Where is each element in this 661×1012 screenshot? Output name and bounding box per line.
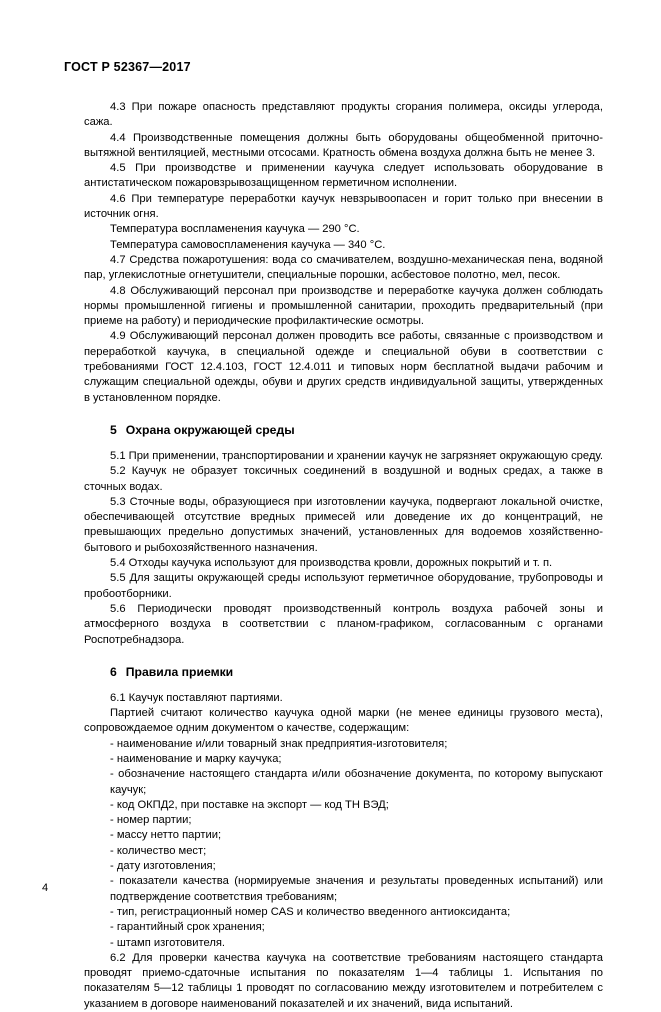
document-standard-header: ГОСТ Р 52367—2017	[64, 60, 191, 74]
paragraph: 4.6 При температуре переработки каучук невзрывоопасен и горит только при внесении в источник огня.	[84, 192, 603, 221]
list-item: - тип, регистрационный номер CAS и количество введенного антиоксиданта;	[110, 905, 511, 918]
list-item: - дату изготовления;	[110, 860, 216, 873]
paragraph: 4.9 Обслуживающий персонал должен проводить все работы, связанные с производством и переработкой каучука, в специальной одежде и специальной обуви в соответствии с требованиями ГОСТ 12.4.103, ГОСТ 12.4.011 и типовых норм бесплатной выдачи рабочим и служащим специальной одежды, обуви и других средств индивидуальной защиты, утвержденных в установленном порядке.	[84, 330, 603, 404]
list-item: - код ОКПД2, при поставке на экспорт — код ТН ВЭД;	[110, 798, 389, 811]
list-item: - показатели качества (нормируемые значения и результаты проведенных испытаний) или подтверждение соответствия требованиям;	[110, 875, 603, 903]
section-number: 5	[110, 422, 117, 437]
section-title: Охрана окружающей среды	[125, 422, 295, 437]
paragraph: 5.1 При применении, транспортировании и хранении каучук не загрязняет окружающую среду.	[110, 449, 603, 462]
page-number: 4	[42, 882, 49, 894]
paragraph: 4.5 При производстве и применении каучука следует использовать оборудование в антистатическом пожаровзрывозащищенном герметичном исполнении.	[84, 162, 603, 190]
list-item: - количество мест;	[110, 844, 207, 857]
list-item: - штамп изготовителя.	[110, 936, 226, 949]
paragraph: 4.8 Обслуживающий персонал при производстве и переработке каучука должен соблюдать нормы промышленной гигиены и промышленной санитарии, проходить предварительный (при приеме на работу) и периодические профилактические осмотры.	[84, 284, 603, 328]
list-item: - наименование и/или товарный знак предприятия-изготовителя;	[110, 737, 448, 750]
paragraph: 4.7 Средства пожаротушения: вода со смачивателем, воздушно-механическая пена, водяной пар, углекислотные огнетушители, специальные порошки, асбестовое полотно, мел, песок.	[84, 253, 603, 282]
list-item: - обозначение настоящего стандарта и/или обозначение документа, по которому выпускают каучук;	[110, 768, 603, 796]
paragraph: 5.4 Отходы каучука используют для производства кровли, дорожных покрытий и т. п.	[110, 557, 553, 570]
section-heading	[110, 423, 603, 437]
list-item: - номер партии;	[110, 814, 192, 827]
list-item: - наименование и марку каучука;	[110, 752, 282, 765]
paragraph: Партией считают количество каучука одной марки (не менее единицы грузового места), сопровождаемое одним документом о качестве, содержащим:	[84, 707, 603, 735]
paragraph: 5.6 Периодически проводят производственный контроль воздуха рабочей зоны и атмосферного воздуха в соответствии с планом-графиком, согласованным с органами Роспотребнадзора.	[84, 602, 603, 646]
paragraph: 5.5 Для защиты окружающей среды используют герметичное оборудование, трубопроводы и пробоотборники.	[84, 572, 603, 600]
paragraph: 4.4 Производственные помещения должны быть оборудованы общеобменной приточно-вытяжной вентиляцией, местными отсосами. Кратность обмена воздуха должна быть не менее 3.	[84, 131, 603, 159]
paragraph: 6.1 Каучук поставляют партиями.	[110, 691, 283, 704]
section-number: 6	[110, 664, 117, 679]
paragraph: 5.3 Сточные воды, образующиеся при изготовлении каучука, подвергают локальной очистке, обеспечивающей отсутствие вредных примесей или доведение их до концентраций, не превышающих предельно допустимых значений, установленных для водоемов хозяйственно-бытового и рыбохозяйственного назначения.	[84, 495, 603, 554]
document-body	[84, 100, 603, 1012]
paragraph: 5.2 Каучук не образует токсичных соединений в воздушной и водных средах, а также в сточных водах.	[84, 465, 603, 493]
section-title: Правила приемки	[125, 664, 234, 679]
section-heading	[110, 665, 603, 679]
list-item: - массу нетто партии;	[110, 829, 222, 842]
list-item: - гарантийный срок хранения;	[110, 921, 265, 934]
paragraph: Температура воспламенения каучука — 290 °С.	[110, 223, 360, 236]
paragraph: Температура самовоспламенения каучука — 340 °С.	[110, 238, 386, 251]
paragraph: 4.3 При пожаре опасность представляют продукты сгорания полимера, оксиды углерода, сажа.	[84, 101, 603, 129]
paragraph: 6.2 Для проверки качества каучука на соответствие требованиям настоящего стандарта проводят приемо-сдаточные испытания по показателям 1—4 таблицы 1. Испытания по показателям 5—12 таблицы 1 проводят по согласованию между изготовителем и потребителем с указанием в договоре наименований показателей и их значений, вида испытаний.	[84, 951, 603, 1010]
